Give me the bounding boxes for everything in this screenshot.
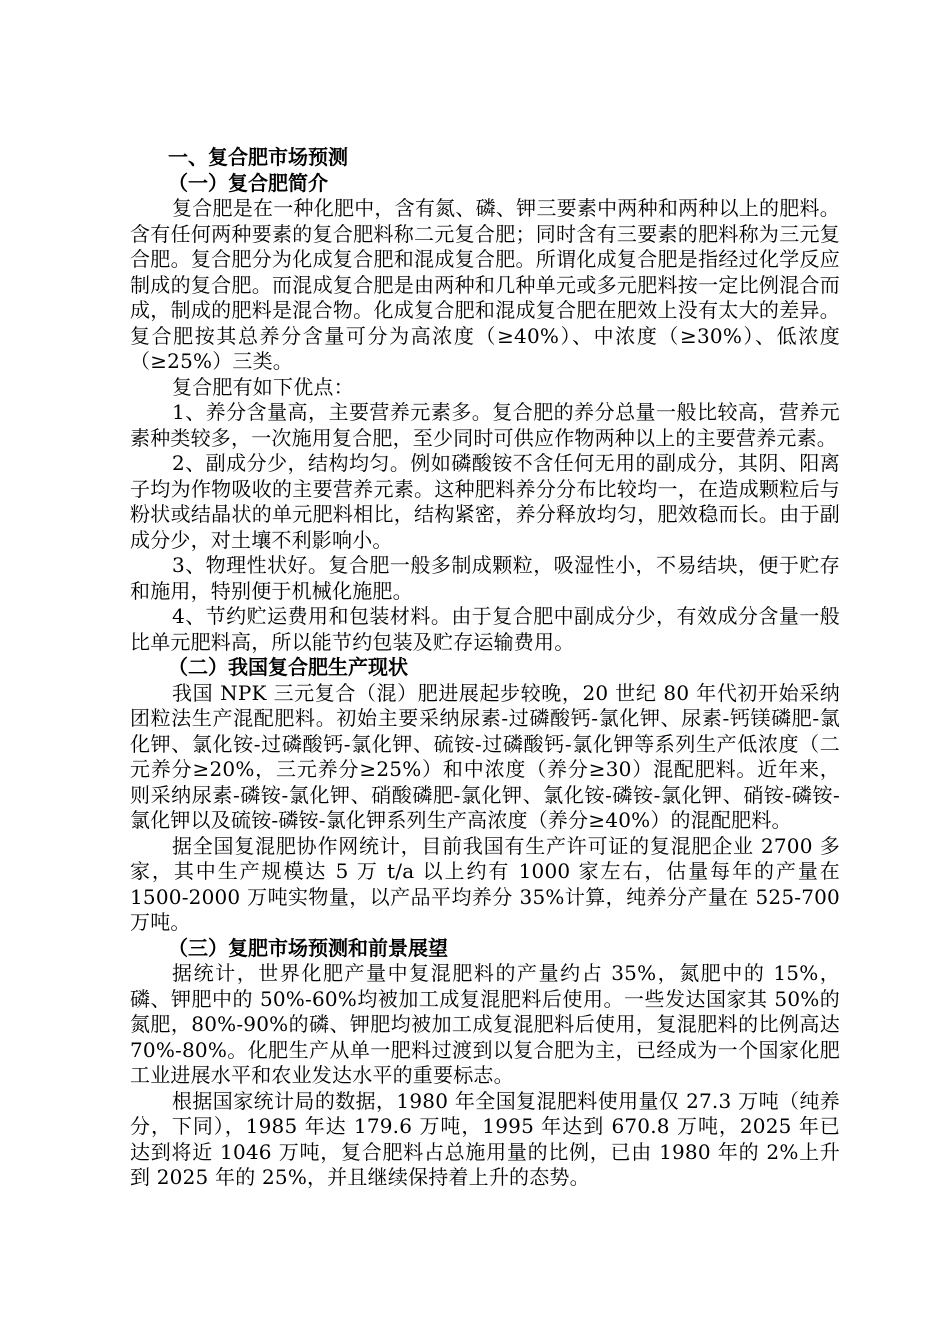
- section-title-intro: （一）复合肥简介: [168, 170, 328, 195]
- section-title-forecast: （三）复肥市场预测和前景展望: [168, 935, 448, 960]
- paragraph: 我国 NPK 三元复合（混）肥进展起步较晚，20 世纪 80 年代初开始采纳团粒法生产混配肥料。初始主要采纳尿素-过磷酸钙-氯化钾、尿素-钙镁磷肥-氯化钾、氯化铵-过磷酸钙-氯化钾、硫铵-过磷酸钙-氯化钾等系列生产低浓度（二元养分≥20%，三元养分≥25%）和中浓度（养分≥30）混配肥料。近年来，则采纳尿素-磷铵-氯化钾、硝酸磷肥-氯化钾、氯化铵-磷铵-氯化钾、硝铵-磷铵-氯化钾以及硫铵-磷铵-氯化钾系列生产高浓度（养分≥40%）的混配肥料。: [130, 680, 840, 832]
- document-page: [130, 145, 840, 1191]
- paragraph: 2、副成分少，结构均匀。例如磷酸铵不含任何无用的副成分，其阴、阳离子均为作物吸收的主要营养元素。这种肥料养分分布比较均一，在造成颗粒后与粉状或结晶状的单元肥料相比，结构紧密，养分释放均匀，肥效稳而长。由于副成分少，对土壤不利影响小。: [130, 451, 840, 552]
- paragraph: 1、养分含量高，主要营养元素多。复合肥的养分总量一般比较高，营养元素种类较多，一次施用复合肥，至少同时可供应作物两种以上的主要营养元素。: [130, 400, 840, 450]
- main-heading: 一、复合肥市场预测: [168, 145, 348, 169]
- paragraph: 根据国家统计局的数据，1980 年全国复混肥料使用量仅 27.3 万吨（纯养分，下同），1985 年达 179.6 万吨，1995 年达到 670.8 万吨，2025 年已达到将近 1046 万吨，复合肥料占总施用量的比例，已由 1980 年的 2%上升到 2025 年的 25%，并且继续保持着上升的态势。: [130, 1088, 840, 1189]
- paragraph: 复合肥有如下优点：: [172, 374, 354, 399]
- paragraph: 4、节约贮运费用和包装材料。由于复合肥中副成分少，有效成分含量一般比单元肥料高，所以能节约包装及贮存运输费用。: [130, 604, 840, 654]
- paragraph: 据统计，世界化肥产量中复混肥料的产量约占 35%，氮肥中的 15%，磷、钾肥中的 50%-60%均被加工成复混肥料后使用。一些发达国家其 50%的氮肥，80%-90%的磷、钾肥均被加工成复混肥料后使用，复混肥料的比例高达 70%-80%。化肥生产从单一肥料过渡到以复合肥为主，已经成为一个国家化肥工业进展水平和农业发达水平的重要标志。: [130, 961, 840, 1087]
- section-title-production: （二）我国复合肥生产现状: [168, 655, 408, 679]
- paragraph: 据全国复混肥协作网统计，目前我国有生产许可证的复混肥企业 2700 多家，其中生产规模达 5 万 t/a 以上约有 1000 家左右，估量每年的产量在 1500-2000 万吨实物量，以产品平均养分 35%计算，纯养分产量在 525-700 万吨。: [130, 833, 840, 934]
- paragraph: 复合肥是在一种化肥中，含有氮、磷、钾三要素中两种和两种以上的肥料。含有任何两种要素的复合肥料称二元复合肥；同时含有三要素的肥料称为三元复合肥。复合肥分为化成复合肥和混成复合肥。所谓化成复合肥是指经过化学反应制成的复合肥。而混成复合肥是由两种和几种单元或多元肥料按一定比例混合而成，制成的肥料是混合物。化成复合肥和混成复合肥在肥效上没有太大的差异。复合肥按其总养分含量可分为高浓度（≥40%）、中浓度（≥30%）、低浓度（≥25%）三类。: [130, 196, 840, 373]
- paragraph: 3、物理性状好。复合肥一般多制成颗粒，吸湿性小，不易结块，便于贮存和施用，特别便于机械化施肥。: [130, 553, 840, 603]
